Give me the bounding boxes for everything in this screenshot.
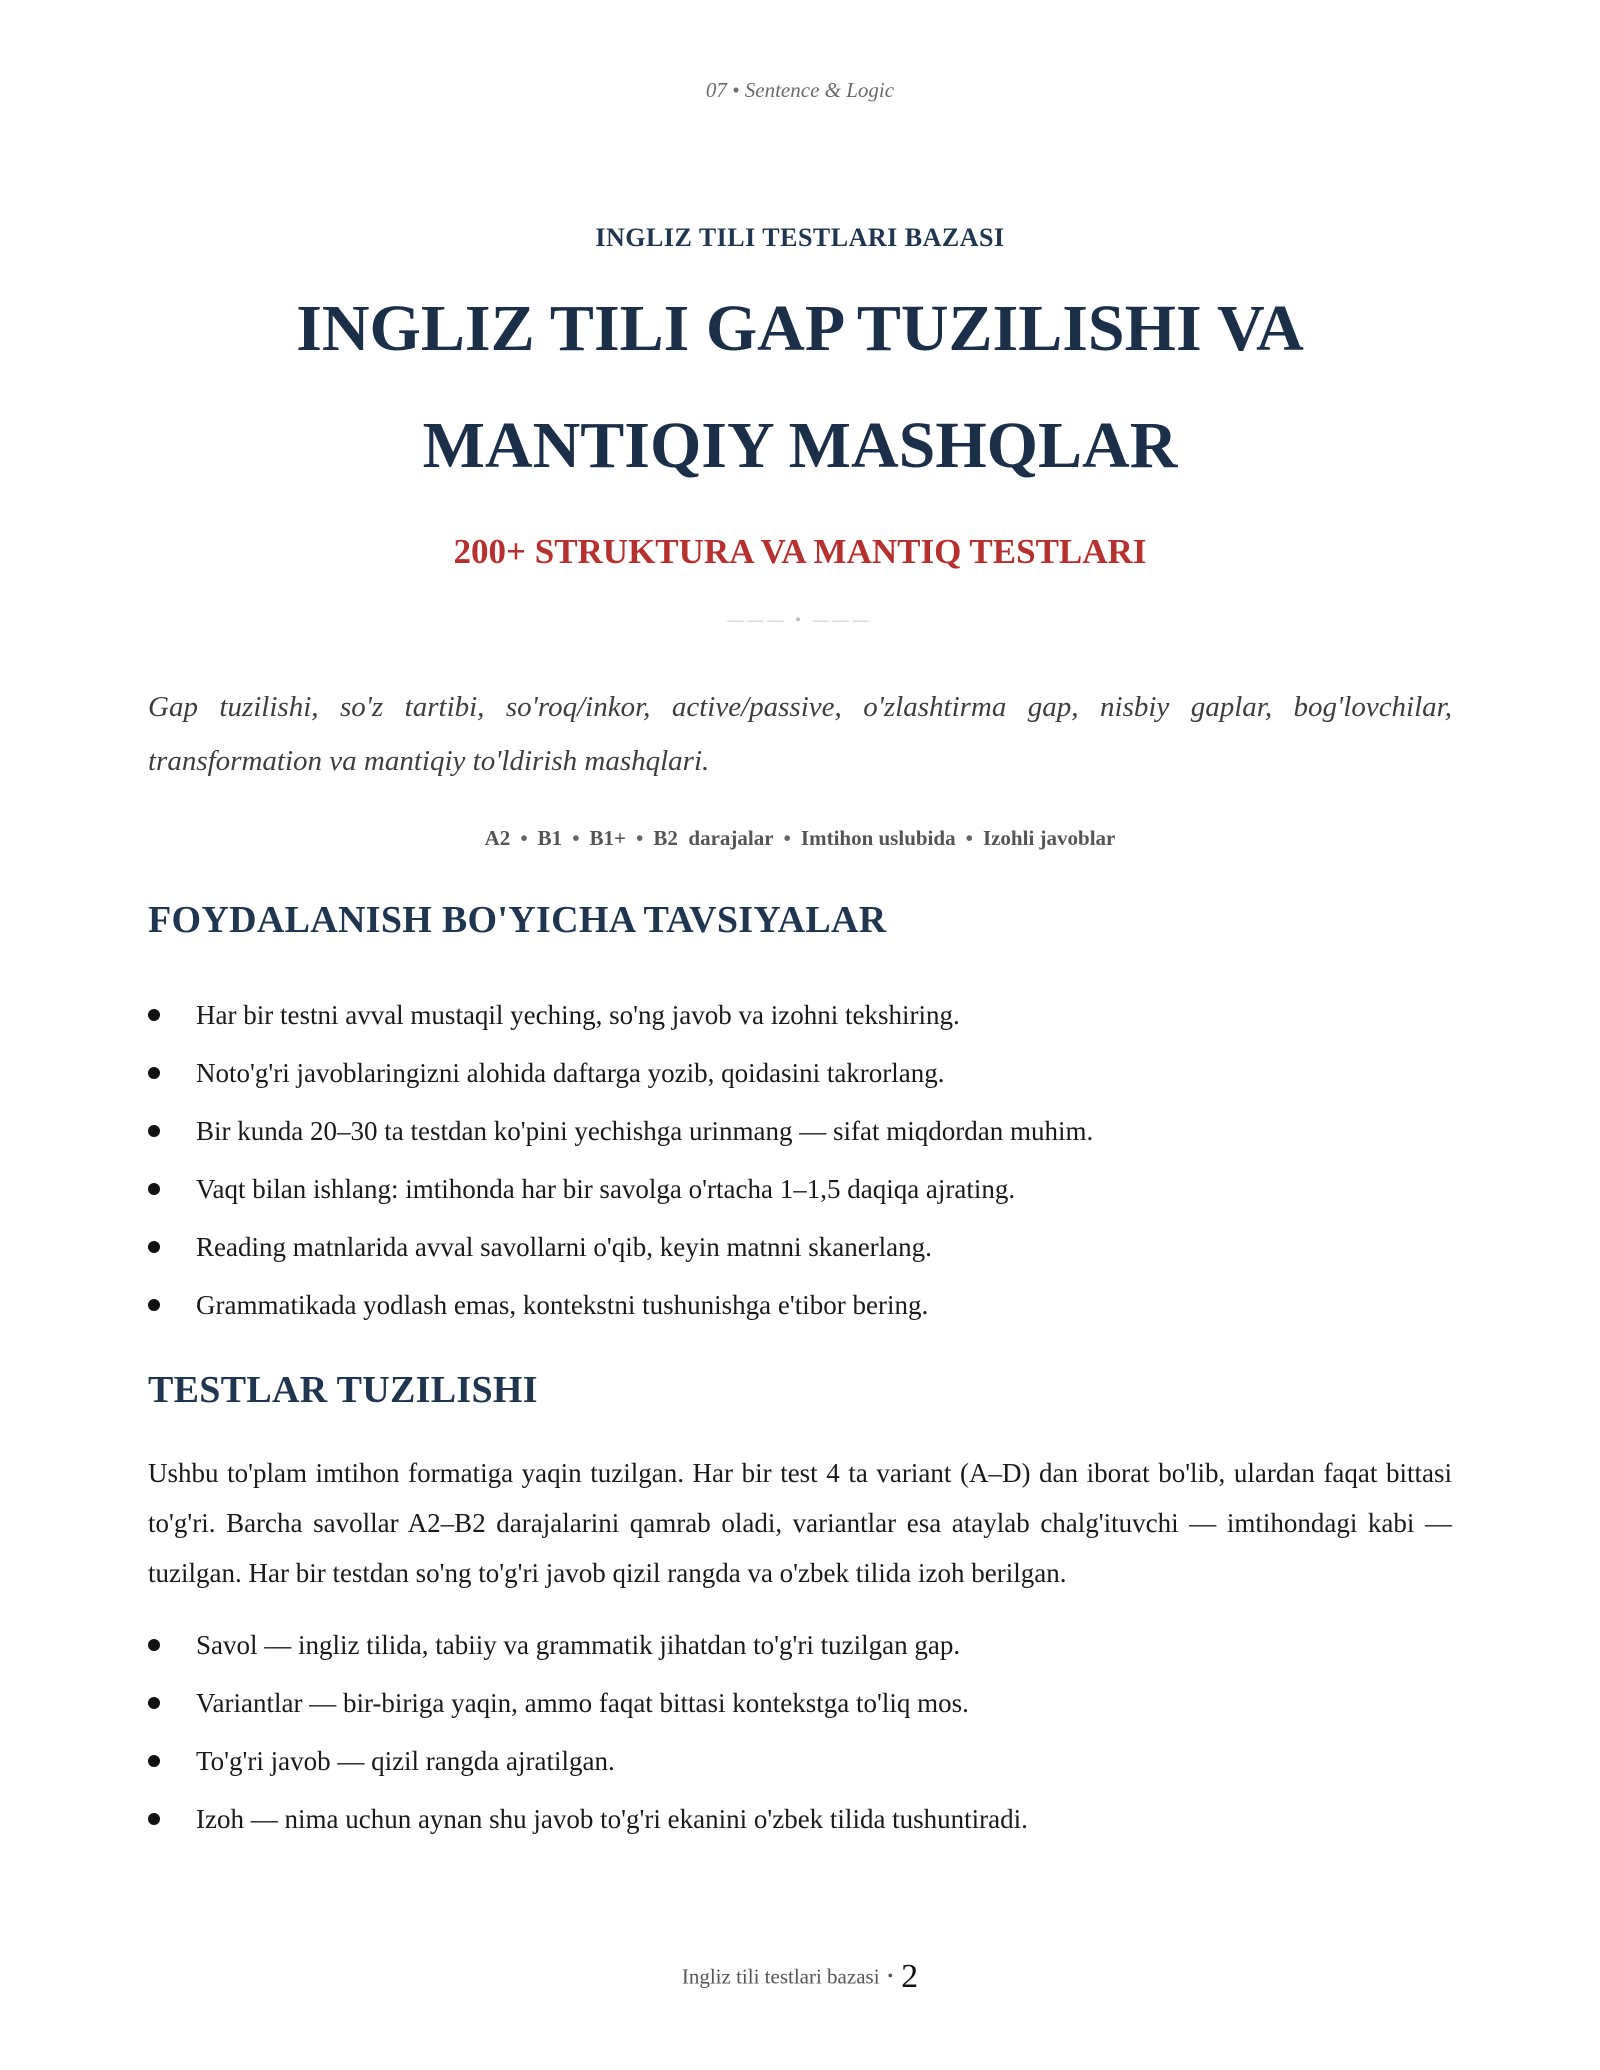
page-footer: [0, 1958, 1600, 1996]
title-line-1: INGLIZ TILI GAP TUZILISHI VA: [296, 292, 1304, 365]
section-heading-structure: TESTLAR TUZILISHI: [148, 1369, 538, 1411]
bullet-icon: [148, 1755, 160, 1767]
level-b1-plus: B1+: [589, 826, 627, 850]
level-separator: •: [965, 826, 973, 850]
running-header: 07 • Sentence & Logic: [705, 78, 895, 102]
levels-line: [0, 826, 1600, 851]
explained-answers-label: Izohli javoblar: [982, 826, 1116, 850]
subtitle: 200+ STRUKTURA VA MANTIQ TESTLARI: [453, 532, 1147, 571]
list-item: Har bir testni avval mustaqil yeching, so'ng javob va izohni tekshiring.: [148, 986, 1452, 1044]
bullet-icon: [148, 1183, 160, 1195]
bullet-icon: [148, 1067, 160, 1079]
bullet-icon: [148, 1009, 160, 1021]
list-item: Grammatikada yodlash emas, kontekstni tushunishga e'tibor bering.: [148, 1276, 1452, 1334]
level-separator: •: [572, 826, 580, 850]
structure-list: [148, 1616, 1452, 1848]
list-item: Izoh — nima uchun aynan shu javob to'g'ri ekanini o'zbek tilida tushuntiradi.: [148, 1790, 1452, 1848]
list-item: Reading matnlarida avval savollarni o'qib, keyin matnni skanerlang.: [148, 1218, 1452, 1276]
section-heading-tips: FOYDALANISH BO'YICHA TAVSIYALAR: [148, 899, 887, 941]
page-title: [0, 270, 1600, 504]
bullet-icon: [148, 1813, 160, 1825]
bullet-icon: [148, 1241, 160, 1253]
bullet-icon: [148, 1639, 160, 1651]
title-line-2: MANTIQIY MASHQLAR: [422, 409, 1178, 482]
tips-list: [148, 986, 1452, 1334]
level-b2: B2 darajalar: [653, 826, 774, 850]
list-item: Noto'g'ri javoblaringizni alohida daftarga yozib, qoidasini takrorlang.: [148, 1044, 1452, 1102]
bullet-icon: [148, 1299, 160, 1311]
list-item: Variantlar — bir-biriga yaqin, ammo faqat bittasi kontekstga to'liq mos.: [148, 1674, 1452, 1732]
level-separator: •: [783, 826, 791, 850]
level-b1: B1: [537, 826, 563, 850]
lead-paragraph: Gap tuzilishi, so'z tartibi, so'roq/inkor, active/passive, o'zlashtirma gap, nisbiy gaplar, bog'lovchilar, transformation va mantiqiy to'ldirish mashqlari.: [148, 691, 1452, 777]
ornament-divider: ——— • ———: [727, 612, 873, 629]
structure-paragraph: Ushbu to'plam imtihon formatiga yaqin tuzilgan. Har bir test 4 ta variant (A–D) dan iborat bo'lib, ulardan faqat bittasi to'g'ri. Barcha savollar A2–B2 darajalarini qamrab oladi, variantlar esa ataylab chalg'ituvchi — imtihondagi kabi — tuzilgan. Har bir testdan so'ng to'g'ri javob qizil rangda va o'zbek tilida izoh berilgan.: [148, 1458, 1452, 1588]
page-number: 2: [901, 1958, 919, 1995]
exam-style-label: Imtihon uslubida: [800, 826, 956, 850]
footer-separator: •: [887, 1968, 894, 1985]
list-item: Bir kunda 20–30 ta testdan ko'pini yechishga urinmang — sifat miqdordan muhim.: [148, 1102, 1452, 1160]
level-a2: A2: [484, 826, 511, 850]
list-item: To'g'ri javob — qizil rangda ajratilgan.: [148, 1732, 1452, 1790]
footer-text: Ingliz tili testlari bazasi: [681, 1964, 880, 1989]
list-item: Savol — ingliz tilida, tabiiy va grammatik jihatdan to'g'ri tuzilgan gap.: [148, 1616, 1452, 1674]
bullet-icon: [148, 1125, 160, 1137]
kicker: INGLIZ TILI TESTLARI BAZASI: [595, 223, 1005, 252]
bullet-icon: [148, 1697, 160, 1709]
level-separator: •: [520, 826, 528, 850]
list-item: Vaqt bilan ishlang: imtihonda har bir savolga o'rtacha 1–1,5 daqiqa ajrating.: [148, 1160, 1452, 1218]
level-separator: •: [636, 826, 644, 850]
